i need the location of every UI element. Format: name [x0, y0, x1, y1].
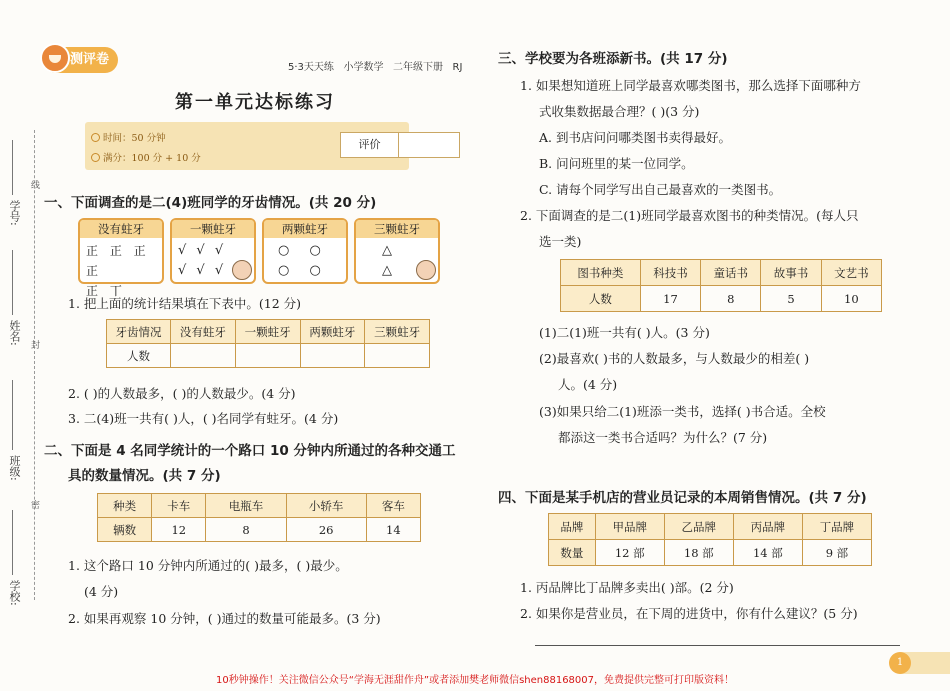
- tooth-card-two: 两颗蛀牙 ○ ○ ○ ○: [262, 218, 348, 284]
- section-2-heading-cont: 具的数量情况。(共 7 分): [68, 468, 221, 484]
- s4-td: 18 部: [664, 540, 733, 566]
- s1-question-1: 1. 把上面的统计结果填在下表中。(12 分): [68, 296, 302, 311]
- tooth-card-none: 没有蛀牙 正 正 正 正 正 丅: [78, 218, 164, 284]
- mascot-icon: [40, 43, 70, 73]
- mark-line: 线: [29, 180, 39, 189]
- s3-th: 童话书: [701, 260, 761, 286]
- s3-sub-3-cont: 都添这一类书合适吗？为什么？(7 分): [558, 430, 768, 445]
- s4-td: 数量: [549, 540, 596, 566]
- section-4-heading: 四、下面是某手机店的营业员记录的本周销售情况。(共 7 分): [498, 490, 867, 506]
- class-line: [12, 380, 13, 450]
- student-no-line: [12, 140, 13, 195]
- s2-th: 小轿车: [286, 494, 366, 518]
- s2-question-2: 2. 如果再观察 10 分钟，( )通过的数量可能最多。(3 分): [68, 611, 381, 626]
- mark-seal: 封: [29, 340, 39, 349]
- s3-th: 故事书: [761, 260, 821, 286]
- s3-question-2-cont: 选一类): [539, 234, 582, 249]
- s3-td: 5: [761, 286, 821, 312]
- school-line: [12, 510, 13, 575]
- page-title: 第一单元达标练习: [175, 92, 335, 113]
- s3-table: [560, 259, 882, 312]
- s2-question-1-cont: (4 分): [84, 584, 119, 599]
- binding-strip: [0, 0, 40, 660]
- s3-sub-3: (3)如果只给二(1)班添一类书，选择( )书合适。全校: [539, 404, 826, 419]
- s3-question-1: 1. 如果想知道班上同学最喜欢哪类图书，那么选择下面哪种方: [520, 78, 861, 93]
- cut-line: [34, 130, 35, 600]
- s1-question-2: 2. ( )的人数最多，( )的人数最少。(4 分): [68, 386, 296, 401]
- page-number: 1: [889, 652, 911, 674]
- s2-td: 14: [366, 518, 420, 542]
- s1-th: 两颗蛀牙: [300, 320, 365, 344]
- s4-question-1: 1. 丙品牌比丁品牌多卖出( )部。(2 分): [520, 580, 734, 595]
- s2-table: [97, 493, 421, 542]
- s2-th: 电瓶车: [206, 494, 286, 518]
- s2-question-1: 1. 这个路口 10 分钟内所通过的( )最多，( )最少。: [68, 558, 348, 573]
- s3-option-a: A. 到书店问问哪类图书卖得最好。: [539, 130, 731, 145]
- s1-th: 没有蛀牙: [171, 320, 236, 344]
- s4-table: [548, 513, 872, 566]
- s3-th: 图书种类: [561, 260, 641, 286]
- s3-option-b: B. 问问班里的某一位同学。: [539, 156, 694, 171]
- footer-notice: 10秒钟操作！关注微信公众号“学海无涯甜作舟”或者添加樊老师微信shen88168007，免费提供完整可打印版资料！: [215, 675, 735, 686]
- school-label: 学校:: [8, 580, 21, 606]
- s4-th: 品牌: [549, 514, 596, 540]
- s3-sub-1: (1)二(1)班一共有( )人。(3 分): [539, 325, 710, 340]
- name-label: 姓名:: [8, 320, 21, 346]
- s3-question-2: 2. 下面调查的是二(1)班同学最喜欢图书的种类情况。(每人只: [520, 208, 859, 223]
- s2-td: 26: [286, 518, 366, 542]
- s1-answer-cell[interactable]: [171, 344, 236, 368]
- tooth-card-three: 三颗蛀牙 △ △: [354, 218, 440, 284]
- header-info: 5·3天天练 小学数学 二年级下册 RJ: [288, 62, 463, 73]
- s1-th: 牙齿情况: [107, 320, 171, 344]
- s3-td: 17: [640, 286, 700, 312]
- class-label: 班级:: [8, 455, 21, 481]
- s4-th: 丁品牌: [802, 514, 871, 540]
- girl-icon: [416, 260, 436, 280]
- s1-answer-cell[interactable]: [300, 344, 365, 368]
- section-2-heading: 二、下面是 4 名同学统计的一个路口 10 分钟内所通过的各种交通工: [44, 443, 456, 459]
- s2-td: 12: [152, 518, 206, 542]
- s4-td: 9 部: [802, 540, 871, 566]
- s4-question-2: 2. 如果你是营业员，在下周的进货中，你有什么建议？(5 分): [520, 606, 858, 621]
- clock-icon: [91, 133, 100, 142]
- evaluation-field[interactable]: [399, 133, 459, 157]
- s3-td: 8: [701, 286, 761, 312]
- s1-question-3: 3. 二(4)班一共有( )人，( )名同学有蛀牙。(4 分): [68, 411, 339, 426]
- s3-th: 科技书: [640, 260, 700, 286]
- s2-th: 种类: [98, 494, 152, 518]
- test-badge: 测评卷: [42, 47, 118, 73]
- s1-answer-cell[interactable]: [365, 344, 430, 368]
- s4-th: 乙品牌: [664, 514, 733, 540]
- s3-sub-2: (2)最喜欢( )书的人数最多，与人数最少的相差( ): [539, 351, 810, 366]
- s3-td: 人数: [561, 286, 641, 312]
- info-box: [85, 122, 409, 170]
- s2-th: 卡车: [152, 494, 206, 518]
- girl-icon: [232, 260, 252, 280]
- s4-td: 14 部: [733, 540, 802, 566]
- name-line: [12, 250, 13, 315]
- evaluation-label: 评价: [341, 133, 399, 157]
- time-row: 时间：50 分钟: [91, 130, 166, 144]
- s1-th: 三颗蛀牙: [365, 320, 430, 344]
- evaluation-box: [340, 132, 460, 158]
- s1-th: 一颗蛀牙: [235, 320, 300, 344]
- s3-option-c: C. 请每个同学写出自己最喜欢的一类图书。: [539, 182, 782, 197]
- s2-td: 辆数: [98, 518, 152, 542]
- s3-th: 文艺书: [821, 260, 881, 286]
- s1-row-label: 人数: [107, 344, 171, 368]
- tooth-card-one: 一颗蛀牙 √ √ √ √ √ √: [170, 218, 256, 284]
- s2-th: 客车: [366, 494, 420, 518]
- s3-question-1-cont: 式收集数据最合理？( )(3 分): [539, 104, 700, 119]
- s4-th: 甲品牌: [595, 514, 664, 540]
- s4-td: 12 部: [595, 540, 664, 566]
- student-no-label: 学号:: [8, 200, 21, 226]
- s4-th: 丙品牌: [733, 514, 802, 540]
- s3-td: 10: [821, 286, 881, 312]
- section-1-heading: 一、下面调查的是二(4)班同学的牙齿情况。(共 20 分): [44, 195, 377, 211]
- s1-answer-cell[interactable]: [235, 344, 300, 368]
- section-3-heading: 三、学校要为各班添新书。(共 17 分): [498, 51, 728, 67]
- score-row: 满分：100 分 + 10 分: [91, 150, 201, 164]
- check-icon: [91, 153, 100, 162]
- s3-sub-2-cont: 人。(4 分): [558, 377, 618, 392]
- mark-secret: 密: [29, 500, 39, 509]
- answer-line: [535, 645, 900, 646]
- s2-td: 8: [206, 518, 286, 542]
- s1-table: [106, 319, 430, 368]
